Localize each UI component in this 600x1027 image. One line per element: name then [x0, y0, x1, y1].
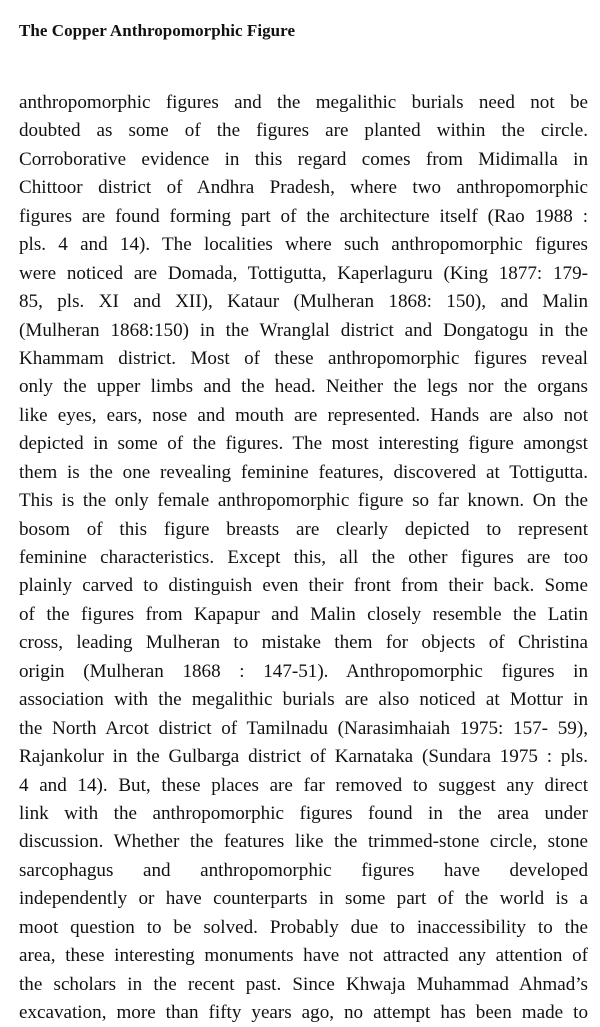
text-line: excavation, more than fifty years ago, no attempt has been made to — [19, 1002, 588, 1023]
text-line: bosom of this figure breasts are clearly depicted to represent — [19, 518, 588, 540]
text-line: Rajankolur in the Gulbarga district of Karnataka (Sundara 1975 : pls. — [19, 746, 588, 768]
text-line: like eyes, ears, nose and mouth are represented. Hands are also not — [19, 404, 588, 426]
text-line: them is the one revealing feminine features, discovered at Tottigutta. — [19, 461, 588, 483]
text-line: association with the megalithic burials are also noticed at Mottur in — [19, 689, 588, 711]
body-paragraph — [19, 89, 588, 1027]
text-line: of the figures from Kapapur and Malin closely resemble the Latin — [19, 603, 588, 625]
text-line: Chittoor district of Andhra Pradesh, where two anthropomorphic — [19, 177, 588, 199]
text-line: sarcophagus and anthropomorphic figures have developed — [19, 859, 588, 881]
text-line: only the upper limbs and the head. Neither the legs nor the organs — [19, 376, 588, 398]
text-line: were noticed are Domada, Tottigutta, Kaperlaguru (King 1877: 179- — [19, 262, 588, 284]
text-line: feminine characteristics. Except this, all the other figures are too — [19, 547, 588, 568]
text-line: doubted as some of the figures are planted within the circle. — [19, 120, 588, 142]
text-line: plainly carved to distinguish even their front from their back. Some — [19, 575, 588, 597]
text-line: area, these interesting monuments have not attracted any attention of — [19, 945, 588, 967]
running-head-title: The Copper Anthropomorphic Figure — [19, 21, 296, 40]
text-line: (Mulheran 1868:150) in the Wranglal district and Dongatogu in the — [19, 319, 588, 341]
text-line: figures are found forming part of the architecture itself (Rao 1988 : — [19, 205, 588, 227]
text-line: anthropomorphic figures and the megalithic burials need not be — [19, 92, 588, 113]
text-line: the scholars in the recent past. Since Khwaja Muhammad Ahmad’s — [19, 973, 588, 995]
text-line: depicted in some of the figures. The most interesting figure amongst — [19, 433, 588, 455]
text-line: origin (Mulheran 1868 : 147-51). Anthropomorphic figures in — [19, 660, 588, 682]
text-line: the North Arcot district of Tamilnadu (Narasimhaiah 1975: 157- 59), — [19, 717, 588, 739]
text-line: independently or have counterparts in some part of the world is a — [19, 888, 588, 910]
text-line: moot question to be solved. Probably due to inaccessibility to the — [19, 916, 588, 938]
text-line: cross, leading Mulheran to mistake them for objects of Christina — [19, 632, 588, 654]
text-line: discussion. Whether the features like the trimmed-stone circle, stone — [19, 831, 588, 853]
text-line: Khammam district. Most of these anthropomorphic figures reveal — [19, 347, 588, 369]
text-line: 4 and 14). But, these places are far removed to suggest any direct — [19, 774, 588, 796]
text-line: This is the only female anthropomorphic figure so far known. On the — [19, 490, 588, 512]
text-line: link with the anthropomorphic figures found in the area under — [19, 802, 588, 824]
text-line: Corroborative evidence in this regard comes from Midimalla in — [19, 148, 588, 170]
text-line: pls. 4 and 14). The localities where such anthropomorphic figures — [19, 234, 588, 256]
text-line: 85, pls. XI and XII), Kataur (Mulheran 1868: 150), and Malin — [19, 291, 588, 313]
